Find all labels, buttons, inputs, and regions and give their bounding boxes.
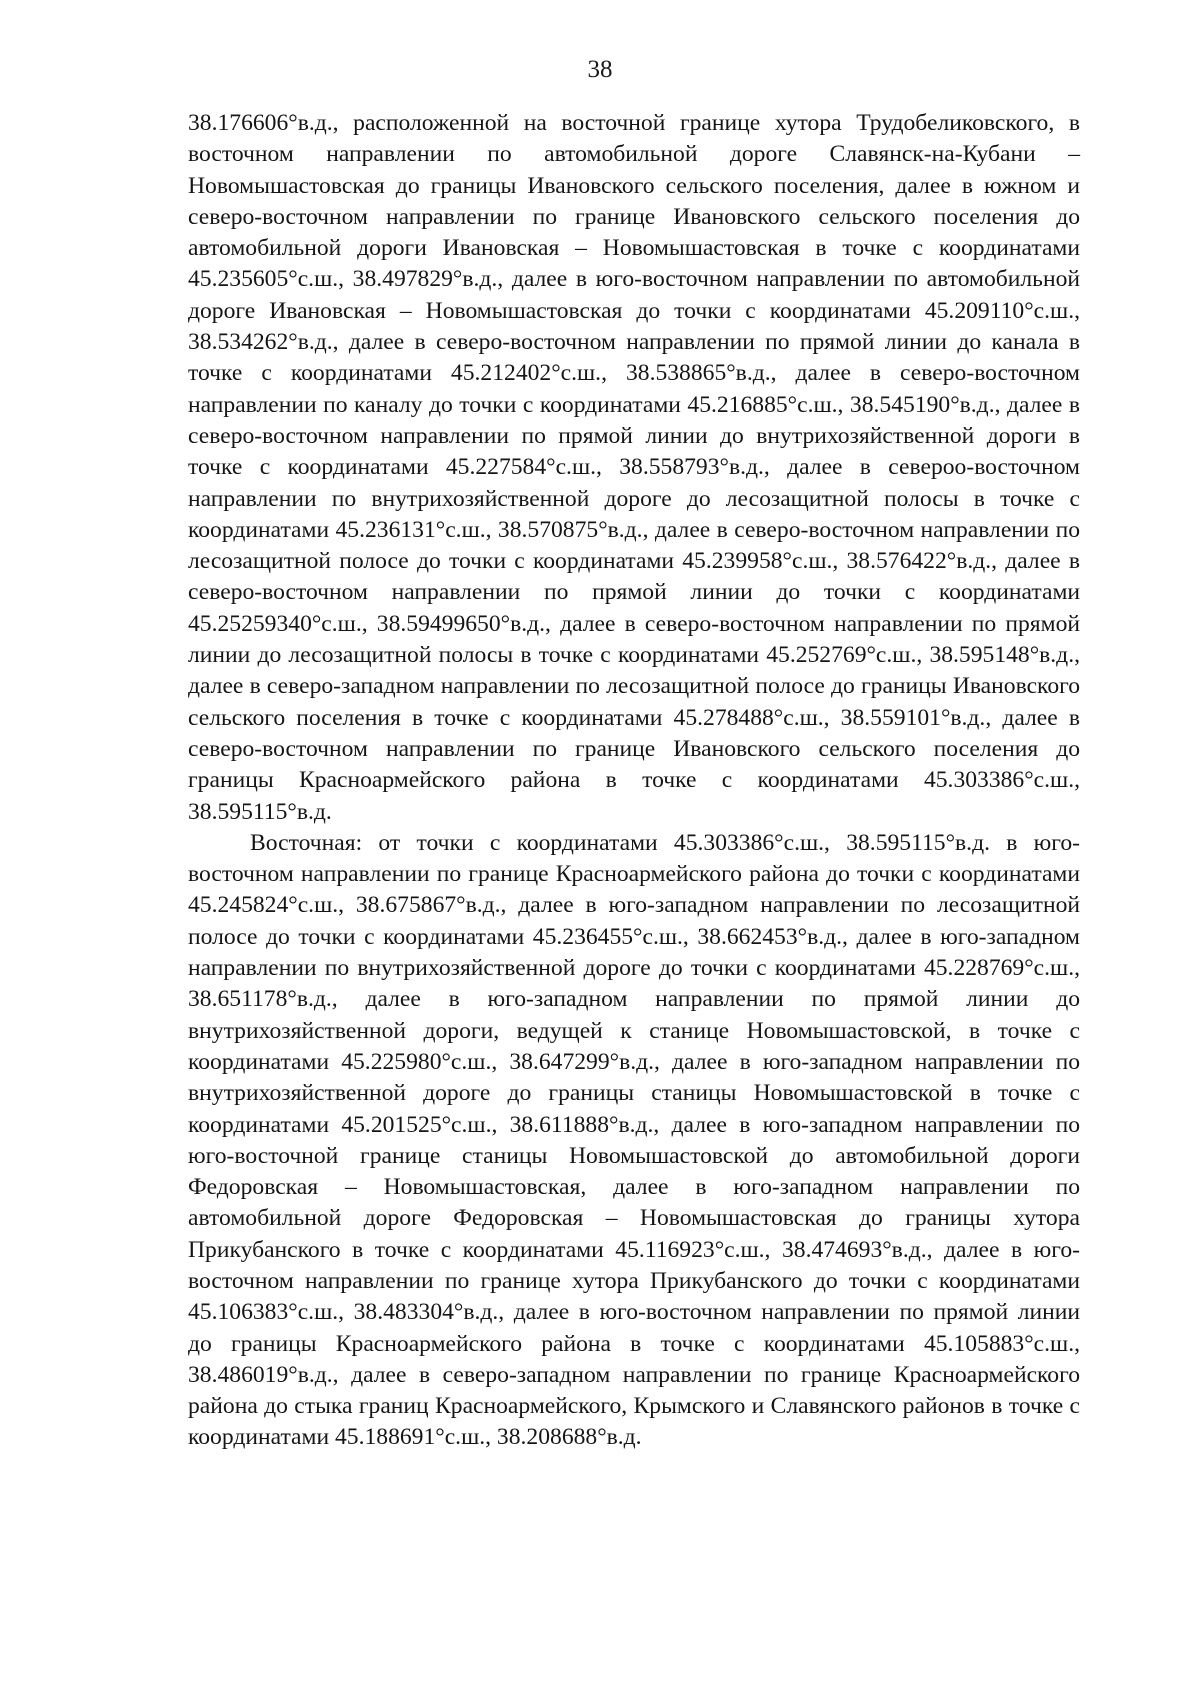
page-number: 38 — [587, 56, 613, 83]
document-body — [188, 108, 1080, 1454]
paragraph-continued-north-boundary: 38.176606°в.д., расположенной на восточной границе хутора Трудобеликовского, в восточном направлении по автомобильной дороге Славянск-на-Кубани – Новомышастовская до границы Ивановского сельского поселения, далее в южном и северо-восточном направлении по границе Ивановского сельского поселения до автомобильной дороги Ивановская – Новомышастовская в точке с координатами 45.235605°с.ш., 38.497829°в.д., далее в юго-восточном направлении по автомобильной дороге Ивановская – Новомышастовская до точки с координатами 45.209110°с.ш., 38.534262°в.д., далее в северо-восточном направлении по прямой линии до канала в точке с координатами 45.212402°с.ш., 38.538865°в.д., далее в северо-восточном направлении по каналу до точки с координатами 45.216885°с.ш., 38.545190°в.д., далее в северо-восточном направлении по прямой линии до внутрихозяйственной дороги в точке с координатами 45.227584°с.ш., 38.558793°в.д., далее в североо-восточном направлении по внутрихозяйственной дороге до лесозащитной полосы в точке с координатами 45.236131°с.ш., 38.570875°в.д., далее в северо-восточном направлении по лесозащитной полосе до точки с координатами 45.239958°с.ш., 38.576422°в.д., далее в северо-восточном направлении по прямой линии до точки с координатами 45.25259340°с.ш., 38.59499650°в.д., далее в северо-восточном направлении по прямой линии до лесозащитной полосы в точке с координатами 45.252769°с.ш., 38.595148°в.д., далее в северо-западном направлении по лесозащитной полосе до границы Ивановского сельского поселения в точке с координатами 45.278488°с.ш., 38.559101°в.д., далее в северо-восточном направлении по границе Ивановского сельского поселения до границы Красноармейского района в точке с координатами 45.303386°с.ш., 38.595115°в.д. — [188, 110, 1080, 825]
paragraph-east-boundary: Восточная: от точки с координатами 45.303386°с.ш., 38.595115°в.д. в юго-восточном направлении по границе Красноармейского района до точки с координатами 45.245824°с.ш., 38.675867°в.д., далее в юго-западном направлении по лесозащитной полосе до точки с координатами 45.236455°с.ш., 38.662453°в.д., далее в юго-западном направлении по внутрихозяйственной дороге до точки с координатами 45.228769°с.ш., 38.651178°в.д., далее в юго-западном направлении по прямой линии до внутрихозяйственной дороги, ведущей к станице Новомышастовской, в точке с координатами 45.225980°с.ш., 38.647299°в.д., далее в юго-западном направлении по внутрихозяйственной дороге до границы станицы Новомышастовской в точке с координатами 45.201525°с.ш., 38.611888°в.д., далее в юго-западном направлении по юго-восточной границе станицы Новомышастовской до автомобильной дороги Федоровская – Новомышастовская, далее в юго-западном направлении по автомобильной дороге Федоровская – Новомышастовская до границы хутора Прикубанского в точке с координатами 45.116923°с.ш., 38.474693°в.д., далее в юго-восточном направлении по границе хутора Прикубанского до точки с координатами 45.106383°с.ш., 38.483304°в.д., далее в юго-восточном направлении по прямой линии до границы Красноармейского района в точке с координатами 45.105883°с.ш., 38.486019°в.д., далее в северо-западном направлении по границе Красноармейского района до стыка границ Красноармейского, Крымского и Славянского районов в точке с координатами 45.188691°с.ш., 38.208688°в.д. — [188, 829, 1080, 1451]
